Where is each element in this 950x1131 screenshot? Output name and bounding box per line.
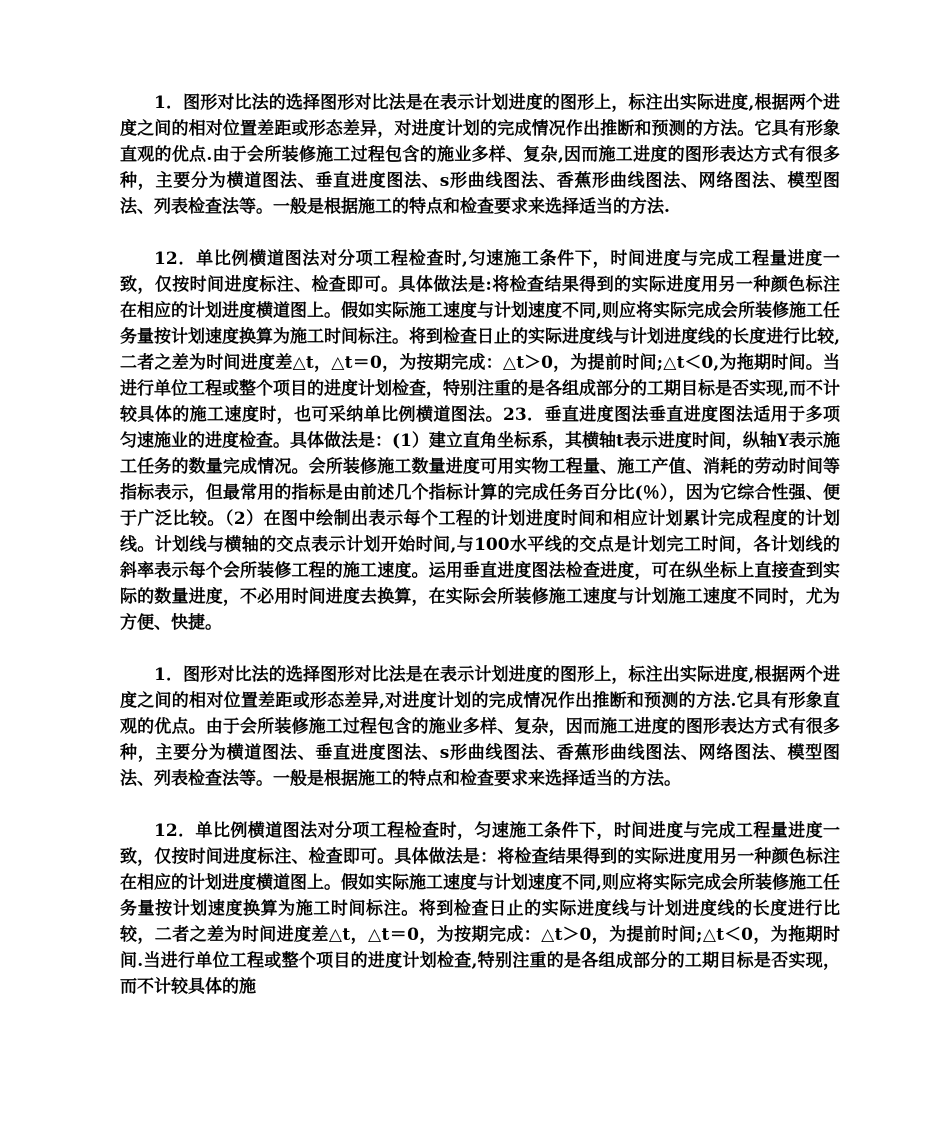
paragraph-single-ratio-bar-chart: 12．单比例横道图法对分项工程检查时,匀速施工条件下，时间进度与完成工程量进度一致，仅按时间进度标注、检查即可。具体做法是:将检查结果得到的实际进度用另一种颜色标注在相应的计划进度横道图上。假如实际施工速度与计划速度不同,则应将实际完成会所装修施工任务量按计划速度换算为施工时间标注。将到检查日止的实际进度线与计划进度线的长度进行比较,二者之差为时间进度差△t，△t＝0，为按期完成：△t＞0，为提前时间;△t＜0,为拖期时间。当进行单位工程或整个项目的进度计划检查，特别注重的是各组成部分的工期目标是否实现,而不计较具体的施工速度时，也可采纳单比例横道图法。23．垂直进度图法垂直进度图法适用于多项匀速施业的进度检查。具体做法是：(1）建立直角坐标系，其横轴t表示进度时间，纵轴Y表示施工任务的数量完成情况。会所装修施工数量进度可用实物工程量、施工产值、消耗的劳动时间等指标表示，但最常用的指标是由前述几个指标计算的完成任务百分比(％），因为它综合性强、便于广泛比较。（2）在图中绘制出表示每个工程的计划进度时间和相应计划累计完成程度的计划线。计划线与横轴的交点表示计划开始时间,与100水平线的交点是计划完工时间，各计划线的斜率表示每个会所装修工程的施工速度。运用垂直进度图法检查进度，可在纵坐标上直接查到实际的数量进度，不必用时间进度去换算，在实际会所装修施工速度与计划施工速度不同时，尤为方便、快捷。	[120, 249, 840, 633]
paragraph-graphic-comparison-repeat: 1．图形对比法的选择图形对比法是在表示计划进度的图形上，标注出实际进度,根据两个进度之间的相对位置差距或形态差异,对进度计划的完成情况作出推断和预测的方法.它具有形象直观的优点。由于会所装修施工过程包含的施业多样、复杂，因而施工进度的图形表达方式有很多种，主要分为横道图法、垂直进度图法、s形曲线图法、香蕉形曲线图法、网络图法、模型图法、列表检查法等。一般是根据施工的特点和检查要求来选择适当的方法。	[120, 665, 840, 789]
paragraph-single-ratio-bar-chart-repeat: 12．单比例横道图法对分项工程检查时，匀速施工条件下，时间进度与完成工程量进度一致，仅按时间进度标注、检查即可。具体做法是：将检查结果得到的实际进度用另一种颜色标注在相应的计划进度横道图上。假如实际施工速度与计划速度不同,则应将实际完成会所装修施工任务量按计划速度换算为施工时间标注。将到检查日止的实际进度线与计划进度线的长度进行比较，二者之差为时间进度差△t，△t＝0，为按期完成：△t＞0，为提前时间;△t＜0，为拖期时间.当进行单位工程或整个项目的进度计划检查,特别注重的是各组成部分的工期目标是否实现，而不计较具体的施	[120, 821, 840, 997]
document-page	[120, 90, 840, 1026]
paragraph-graphic-comparison: 1．图形对比法的选择图形对比法是在表示计划进度的图形上，标注出实际进度,根据两个进度之间的相对位置差距或形态差异，对进度计划的完成情况作出推断和预测的方法。它具有形象直观的优点.由于会所装修施工过程包含的施业多样、复杂,因而施工进度的图形表达方式有很多种，主要分为横道图法、垂直进度图法、s形曲线图法、香蕉形曲线图法、网络图法、模型图法、列表检查法等。一般是根据施工的特点和检查要求来选择适当的方法.	[120, 93, 840, 217]
